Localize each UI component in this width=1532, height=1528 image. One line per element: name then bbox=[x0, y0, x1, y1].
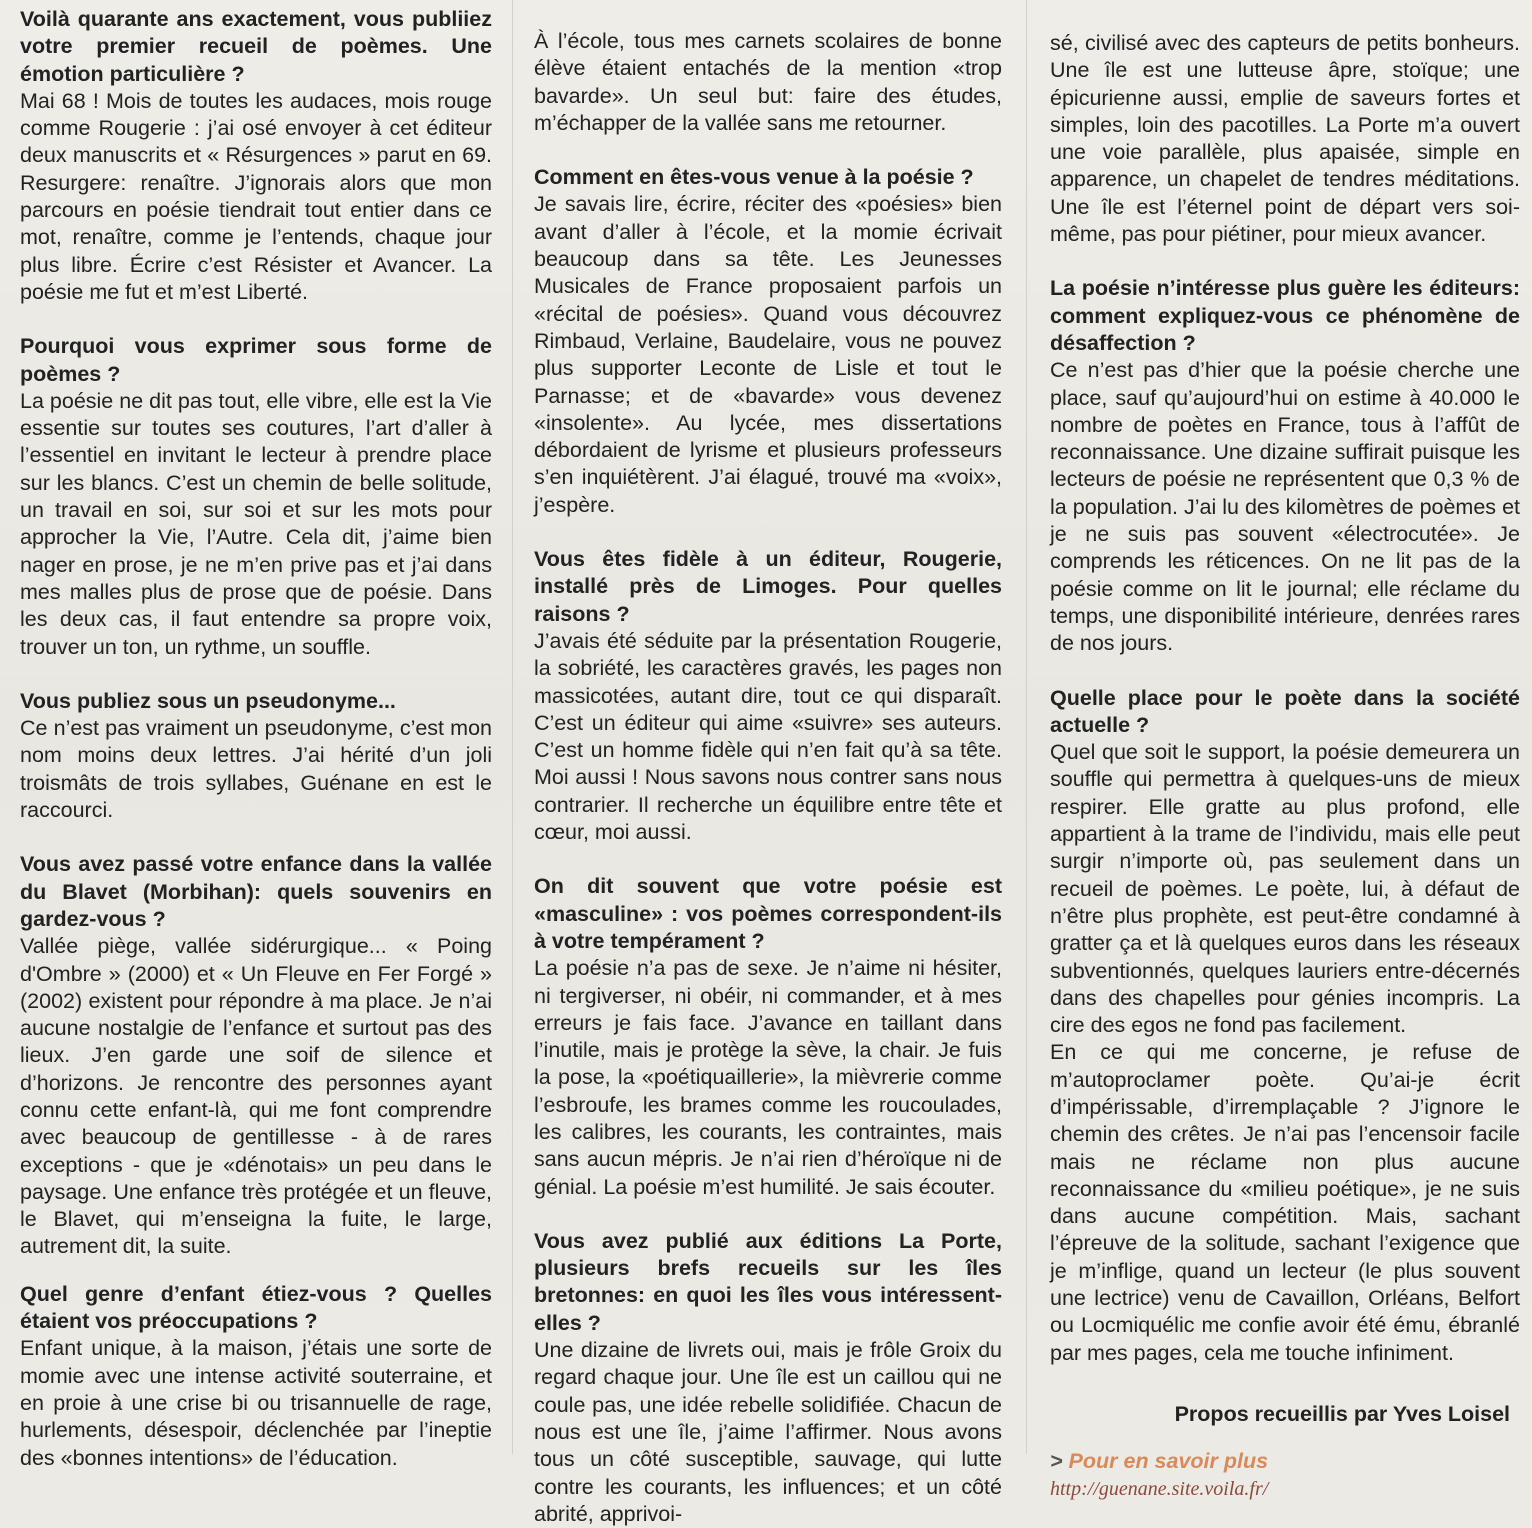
answer-11-part-2: En ce qui me concerne, je refuse de m’autoproclamer poète. Qu’ai-je écrit d’impérissable, d’irremplaçable ? J’ignore le chemin des crêtes. Je n’ai pas l’encensoir facile mais ne réclame non plus aucune reconnaissance du «milieu poétique», je ne suis dans aucune compétition. Mais, sachant l’épreuve de la solitude, sachant l’exigence que je m’inflige, quand un lecteur (le plus souvent une lectrice) venu de Cavaillon, Orléans, Belfort ou Locmiquélic me confie avoir été ému, ébranlé par mes pages, cela me touche infiniment. bbox=[1050, 1040, 1520, 1365]
interview-credit: Propos recueillis par Yves Loisel bbox=[1174, 1401, 1510, 1426]
answer-11: Quel que soit le support, la poésie demeurera un souffle qui permettra à quelques-uns de mieux respirer. Elle gratte au plus profond, elle appartient à la trame de l’individu, mais elle peut surgir n’importe où, pas seulement dans un recueil de poèmes. Le poète, lui, à défaut de n’être plus prophète, est peut-être condamné à gratter ça et là quelques euros dans les réseaux subventionnés, quelques lauriers entre-décernés dans des chapelles pour génies incompris. La cire des egos ne fond pas facilement. bbox=[1050, 740, 1520, 1038]
answer-4: Vallée piège, vallée sidérurgique... « Poing d'Ombre » (2000) et « Un Fleuve en Fer Forgé » (2002) existent pour répondre à ma place. Je n’ai aucune nostalgie de l’enfance et surtout pas des lieux. J’en garde une soif de silence et d’horizons. Je rencontre des personnes ayant connu cette enfant-là, qui me font comprendre avec beaucoup de gentillesse - à de rares exceptions - que je «dénotais» un peu dans le paysage. Une enfance très protégée et un fleuve, le Blavet, qui m’enseigna la fuite, le large, autrement dit, la suite. bbox=[20, 934, 492, 1259]
column-divider bbox=[512, 0, 513, 1454]
column-3 bbox=[1050, 6, 1520, 1503]
question-9: Vous avez publié aux éditions La Porte, plusieurs brefs recueils sur les îles bretonnes: en quoi les îles vous intéressent-elles ? bbox=[534, 1228, 1002, 1335]
question-8: On dit souvent que votre poésie est «masculine» : vos poèmes correspondent-ils à votre tempérament ? bbox=[534, 874, 1002, 953]
answer-9-continued: sé, civilisé avec des capteurs de petits bonheurs. Une île est une lutteuse âpre, stoïque; une épicurienne aussi, emplie de saveurs fortes et simples, loin des pacotilles. La Porte m’a ouvert une voie parallèle, plus apaisée, simple en apparence, un chapelet de tendres méditations. Une île est l’éternel point de départ vers soi-même, pas pour piétiner, pour mieux avancer. bbox=[1050, 31, 1520, 247]
question-6: Comment en êtes-vous venue à la poésie ? bbox=[534, 165, 974, 190]
website-link[interactable]: http://guenane.site.voila.fr/ bbox=[1050, 1477, 1269, 1500]
question-7: Vous êtes fidèle à un éditeur, Rougerie, installé près de Limoges. Pour quelles raisons ? bbox=[534, 547, 1002, 626]
column-divider bbox=[1026, 0, 1027, 1454]
answer-5-continued: À l’école, tous mes carnets scolaires de bonne élève étaient entachés de la mention «trop bavarde». Un seul but: faire des études, m’échapper de la vallée sans me retourner. bbox=[534, 29, 1002, 135]
answer-10: Ce n’est pas d’hier que la poésie cherche une place, sauf qu’aujourd’hui on estime à 40.000 le nombre de poètes en France, tous à l’affût de reconnaissance. Une dizaine suffirait puisque les lecteurs de poésie ne représentent que 0,3 % de la population. J’ai lu des kilomètres de poèmes et je ne suis pas souvent «électrocutée». Je comprends les réticences. On ne lit pas de la poésie comme on lit le journal; elle réclame du temps, une disponibilité intérieure, denrées rares de nos jours. bbox=[1050, 358, 1520, 656]
question-10: La poésie n’intéresse plus guère les éditeurs: comment expliquez-vous ce phénomène de désaffection ? bbox=[1050, 276, 1520, 355]
question-11: Quelle place pour le poète dans la société actuelle ? bbox=[1050, 685, 1520, 737]
more-info-label: Pour en savoir plus bbox=[1068, 1449, 1269, 1474]
arrow-icon: > bbox=[1050, 1449, 1063, 1474]
answer-7: J’avais été séduite par la présentation Rougerie, la sobriété, les caractères gravés, les pages non massicotées, autant dire, tout ce qui disparaît. C’est un éditeur qui aime «suivre» ses auteurs. C’est un homme fidèle qui n’en fait qu’à sa tête. Moi aussi ! Nous savons nous contrer sans nous contrarier. Il recherche un équilibre entre tête et cœur, moi aussi. bbox=[534, 628, 1002, 845]
answer-9: Une dizaine de livrets oui, mais je frôle Groix du regard chaque jour. Une île est un caillou qui ne coule pas, une idée rebelle solidifiée. Chacun de nous est une île, j’aime l’affirmer. Nous avons tous un côté susceptible, sauvage, qui lutte contre les courants, les influences; et un côté abrité, apprivoi- bbox=[534, 1338, 1002, 1526]
answer-6: Je savais lire, écrire, réciter des «poésies» bien avant d’aller à l’école, et la momie écrivait beaucoup dans sa tête. Les Jeunesses Musicales de France proposaient parfois un «récital de poésies». Quand vous découvrez Rimbaud, Verlaine, Baudelaire, vous ne pouvez plus supporter Leconte de Lisle et tout le Parnasse; et de «bavarde» vous devenez «insolente». Au lycée, mes dissertations débordaient de lyrisme et plusieurs professeurs s’en inquiétèrent. J’ai élagué, trouvé ma «voix», j’espère. bbox=[534, 192, 1002, 517]
column-2 bbox=[534, 0, 1002, 1528]
more-info-line bbox=[1050, 1448, 1520, 1475]
answer-8: La poésie n’a pas de sexe. Je n’aime ni hésiter, ni tergiverser, ni obéir, ni commander, et à mes erreurs je fais face. J’avance en taillant dans l’inutile, mais je protège la sève, la chair. Je fuis la pose, la «poétiquaillerie», la mièvrerie comme l’esbroufe, les brames comme les roucoulades, les calibres, les courants, les contraintes, mais sans aucun mépris. Je n’ai rien d’héroïque ni de génial. La poésie m’est humilité. Je sais écouter. bbox=[534, 956, 1002, 1199]
question-5: Quel genre d’enfant étiez-vous ? Quelles étaient vos préoccupations ? bbox=[20, 1281, 492, 1334]
question-3: Vous publiez sous un pseudonyme... bbox=[20, 688, 396, 713]
question-1: Voilà quarante ans exactement, vous publiiez votre premier recueil de poèmes. Une émotion particulière ? bbox=[20, 7, 492, 86]
question-4: Vous avez passé votre enfance dans la vallée du Blavet (Morbihan): quels souvenirs en gardez-vous ? bbox=[20, 852, 492, 931]
column-1 bbox=[20, 6, 492, 1472]
answer-1: Mai 68 ! Mois de toutes les audaces, mois rouge comme Rougerie : j’ai osé envoyer à cet éditeur deux manuscrits et « Résurgences » parut en 69. Resurgere: renaître. J’ignorais alors que mon parcours en poésie tiendrait tout entier dans ce mot, renaître, comme je l’entends, chaque jour plus libre. Écrire c’est Résister et Avancer. La poésie me fut et m’est Liberté. bbox=[20, 88, 492, 304]
answer-3: Ce n’est pas vraiment un pseudonyme, c’est mon nom moins deux lettres. J’ai hérité d’un joli troismâts de trois syllabes, Guénane en est le raccourci. bbox=[20, 716, 492, 823]
answer-2: La poésie ne dit pas tout, elle vibre, elle est la Vie essentie sur toutes ses coutures, l’art d’aller à l’essentiel en invitant le lecteur à prendre place sur les blancs. C’est un chemin de belle solitude, un travail en soi, sur soi et sur les mots pour approcher la Vie, l’Autre. Cela dit, j’aime bien nager en prose, je ne m’en prive pas et j’ai dans mes malles plus de prose que de poésie. Dans les deux cas, il faut entendre sa propre voix, trouver un ton, un rythme, un souffle. bbox=[20, 388, 492, 659]
question-2: Pourquoi vous exprimer sous forme de poèmes ? bbox=[20, 334, 492, 386]
answer-5: Enfant unique, à la maison, j’étais une sorte de momie avec une intense activité souterraine, et en proie à une crise bi ou trisannuelle de rage, hurlements, désespoir, déclenchée par l’ineptie des «bonnes intentions» de l’éducation. bbox=[20, 1336, 492, 1470]
